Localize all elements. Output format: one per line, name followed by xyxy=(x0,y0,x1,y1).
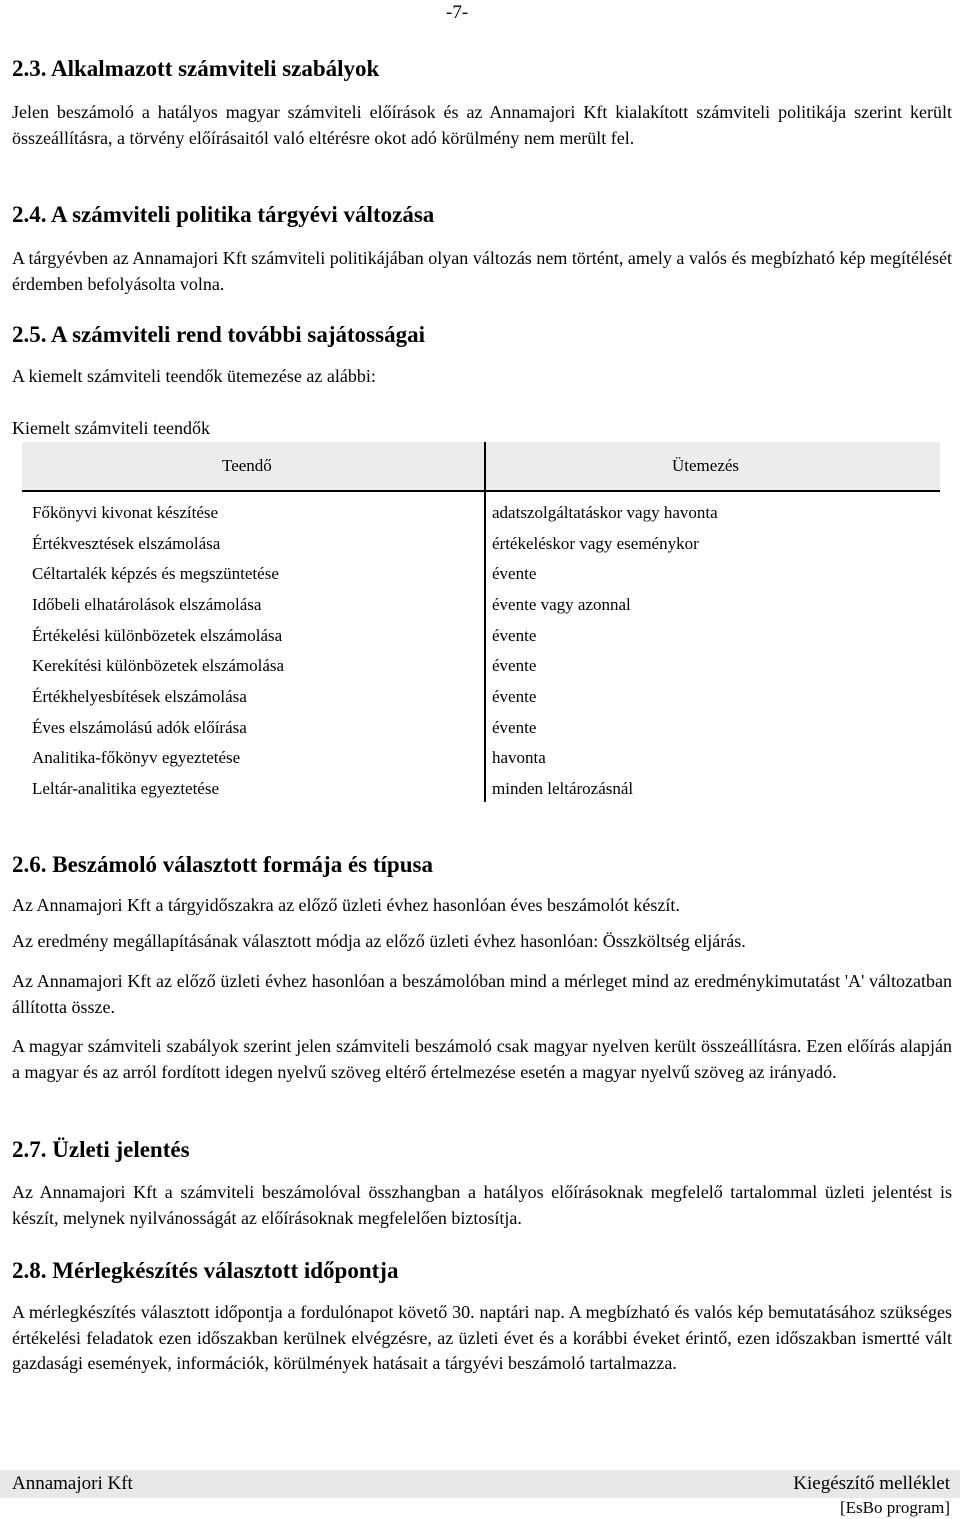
section-title-2-8: 2.8. Mérlegkészítés választott időpontja xyxy=(12,1258,399,1283)
section-2-4-paragraph: A tárgyévben az Annamajori Kft számviteli politikájában olyan változás nem történt, amely a valós és megbízható kép megítélését érdemben befolyásolta volna. xyxy=(12,248,952,294)
table-row-schedule: évente vagy azonnal xyxy=(492,595,631,614)
table-row-task: Éves elszámolású adók előírása xyxy=(32,718,247,737)
table-row-task: Értékvesztések elszámolása xyxy=(32,534,221,553)
table-row-schedule: évente xyxy=(492,718,537,737)
table-row-schedule: évente xyxy=(492,656,537,675)
table-header-schedule: Ütemezés xyxy=(672,456,740,475)
table-row-schedule: adatszolgáltatáskor vagy havonta xyxy=(492,503,718,522)
table-row-task: Leltár-analitika egyeztetése xyxy=(32,779,220,798)
table-header-task: Teendő xyxy=(222,456,272,475)
table-row-task: Időbeli elhatárolások elszámolása xyxy=(32,595,262,614)
table-row-task: Főkönyvi kivonat készítése xyxy=(32,503,219,522)
section-2-7-paragraph: Az Annamajori Kft a számviteli beszámolóval összhangban a hatályos előírásoknak megfelelő tartalommal üzleti jelentést is készít, melynek nyilvánosságát az előírásoknak megfelelően biztosítja. xyxy=(12,1182,952,1228)
table-row-task: Analitika-főkönyv egyeztetése xyxy=(32,748,241,767)
footer-program: [EsBo program] xyxy=(839,1498,950,1517)
section-title-2-3: 2.3. Alkalmazott számviteli szabályok xyxy=(12,56,380,81)
table-row-schedule: évente xyxy=(492,687,537,706)
section-title-2-5: 2.5. A számviteli rend további sajátosságai xyxy=(12,322,425,347)
section-2-3-paragraph: Jelen beszámoló a hatályos magyar számviteli előírások és az Annamajori Kft kialakított számviteli politikája szerint került összeállításra, a törvény előírásaitól való eltérésre okot adó körülmény nem merült fel. xyxy=(12,102,952,148)
section-title-2-7: 2.7. Üzleti jelentés xyxy=(12,1137,190,1162)
table-row-task: Értékhelyesbítések elszámolása xyxy=(32,687,247,706)
table-row-task: Céltartalék képzés és megszüntetése xyxy=(32,564,279,583)
section-2-6-paragraph-2: Az eredmény megállapításának választott módja az előző üzleti évhez hasonlóan: Összköltség eljárás. xyxy=(12,931,746,951)
section-2-6-paragraph-3: Az Annamajori Kft az előző üzleti évhez hasonlóan a beszámolóban mind a mérleget mind az eredménykimutatást 'A' változatban állította össze. xyxy=(12,971,952,1017)
page-number: -7- xyxy=(446,2,469,23)
table-row-schedule: évente xyxy=(492,564,537,583)
table-caption: Kiemelt számviteli teendők xyxy=(12,418,210,438)
table-header-row xyxy=(22,442,940,492)
table-row-task: Értékelési különbözetek elszámolása xyxy=(32,626,283,645)
table-row-task: Kerekítési különbözetek elszámolása xyxy=(32,656,285,675)
section-2-6-paragraph-4: A magyar számviteli szabályok szerint jelen számviteli beszámoló csak magyar nyelven került összeállításra. Ezen előírás alapján a magyar és az arról fordított idegen nyelvű szöveg eltérő értelmezése esetén a magyar nyelvű szöveg az irányadó. xyxy=(12,1036,952,1082)
footer-company: Annamajori Kft xyxy=(12,1473,133,1494)
section-title-2-6: 2.6. Beszámoló választott formája és típusa xyxy=(12,852,433,877)
section-2-5-paragraph: A kiemelt számviteli teendők ütemezése az alábbi: xyxy=(12,366,376,386)
table-row-schedule: havonta xyxy=(492,748,546,767)
table-row-schedule: minden leltározásnál xyxy=(492,779,634,798)
section-2-8-paragraph: A mérlegkészítés választott időpontja a fordulónapot követő 30. naptári nap. A megbízható és valós kép bemutatásához szükséges értékelési feladatok ezen időszakban kerülnek elvégzésre, az üzleti évet és a korábbi éveket érintő, ezen időszakban ismertté vált gazdasági események, információk, körülmények hatásait a tárgyévi beszámoló tartalmazza. xyxy=(12,1302,952,1374)
table-row-schedule: értékeléskor vagy eseménykor xyxy=(492,534,699,553)
section-title-2-4: 2.4. A számviteli politika tárgyévi változása xyxy=(12,202,435,227)
table-row-schedule: évente xyxy=(492,626,537,645)
footer-document-title: Kiegészítő melléklet xyxy=(793,1473,950,1494)
column-divider xyxy=(484,442,486,802)
schedule-table xyxy=(22,442,940,802)
section-2-6-paragraph-1: Az Annamajori Kft a tárgyidőszakra az előző üzleti évhez hasonlóan éves beszámolót készít. xyxy=(12,895,680,915)
